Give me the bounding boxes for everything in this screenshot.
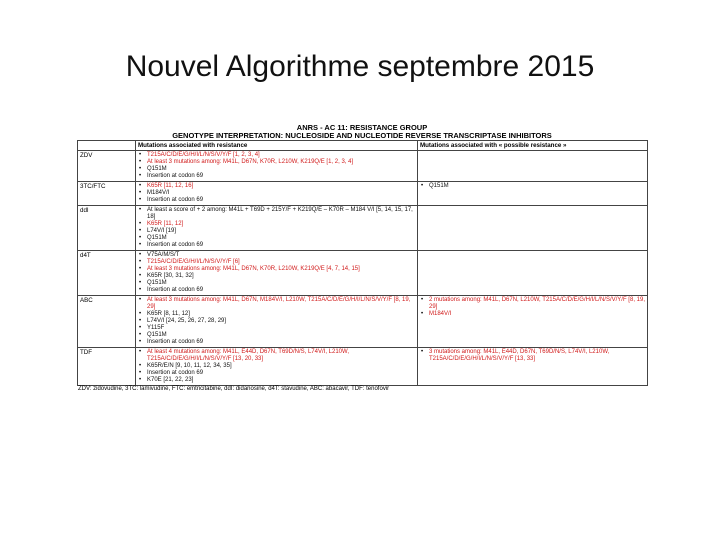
mutation-item: • T215A/C/D/E/G/H/I/L/N/S/V/Y/F [1, 2, 3, 4]	[138, 152, 415, 159]
mutation-item: • K65R [30, 31, 32]	[138, 273, 415, 280]
possible-resistance-cell	[418, 348, 648, 386]
table-row	[78, 348, 648, 386]
resistance-table	[77, 140, 648, 386]
mutation-item: • Q151M	[138, 166, 415, 173]
mutation-item: • 3 mutations among: M41L, E44D, D67N, T69D/N/S, L74V/I, L210W, T215A/C/D/E/G/H/I/L/N/S/V/Y/F [13, 33]	[420, 349, 645, 363]
drug-name: ddI	[78, 206, 136, 251]
mutation-item: • K65R/E/N [9, 10, 11, 12, 34, 35]	[138, 363, 415, 370]
table-row	[78, 206, 648, 251]
resistance-mutations-cell	[136, 348, 418, 386]
mutation-item: • K65R [11, 12, 16]	[138, 183, 415, 190]
mutation-item: • At least a score of + 2 among: M41L + T69D + 215Y/F + K219Q/E – K70R – M184 V/I [5, 14, 15, 17, 18]	[138, 207, 415, 221]
mutation-list	[138, 252, 415, 294]
mutation-item: • K70E [21, 22, 23]	[138, 377, 415, 384]
possible-resistance-cell	[418, 251, 648, 296]
mutation-item: • Insertion at codon 69	[138, 339, 415, 346]
mutation-item: • L74V/I [19]	[138, 228, 415, 235]
resistance-mutations-cell	[136, 206, 418, 251]
mutation-item: • Insertion at codon 69	[138, 173, 415, 180]
mutation-list	[138, 207, 415, 249]
mutation-item: • At least 3 mutations among: M41L, D67N, M184V/I, L210W, T215A/C/D/E/G/H/I/L/N/S/V/Y/F [8, 19, 29]	[138, 297, 415, 311]
drug-column-header	[78, 141, 136, 151]
mutation-list	[420, 183, 645, 190]
resistance-mutations-cell	[136, 296, 418, 348]
mutation-item: • V75A/M/S/T	[138, 252, 415, 259]
table-row	[78, 296, 648, 348]
resistance-column-header: Mutations associated with resistance	[136, 141, 418, 151]
table-body	[78, 151, 648, 386]
slide-title: Nouvel Algorithme septembre 2015	[125, 50, 595, 83]
mutation-item: • Insertion at codon 69	[138, 197, 415, 204]
table-row	[78, 251, 648, 296]
mutation-item: • At least 3 mutations among: M41L, D67N, K70R, L210W, K219Q/E [1, 2, 3, 4]	[138, 159, 415, 166]
drug-name: ABC	[78, 296, 136, 348]
mutation-item: • 2 mutations among: M41L, D67N, L210W, T215A/C/D/E/G/H/I/L/N/S/V/Y/F [8, 19, 29]	[420, 297, 645, 311]
drug-name: d4T	[78, 251, 136, 296]
mutation-item: • Q151M	[138, 235, 415, 242]
mutation-item: • Y115F	[138, 325, 415, 332]
possible-resistance-column-header: Mutations associated with « possible resistance »	[418, 141, 648, 151]
mutation-item: • Q151M	[138, 280, 415, 287]
table-row	[78, 182, 648, 206]
mutation-item: • M184V/I	[138, 190, 415, 197]
abbreviation-footnote: ZDV: zidovudine, 3TC: lamivudine, FTC: emtricitabine, ddI: didanosine, d4T: stavudine, ABC: abacavir, TDF: tenofovir	[78, 386, 390, 392]
mutation-item: • Q151M	[420, 183, 645, 190]
mutation-list	[138, 183, 415, 204]
document-header-title: GENOTYPE INTERPRETATION: NUCLEOSIDE AND NUCLEOTIDE REVERSE TRANSCRIPTASE INHIBITORS	[172, 131, 552, 140]
drug-name: TDF	[78, 348, 136, 386]
mutation-item: • M184V/I	[420, 311, 645, 318]
table-row	[78, 151, 648, 182]
mutation-item: • Q151M	[138, 332, 415, 339]
table-header-row	[78, 141, 648, 151]
mutation-item: • At least 3 mutations among: M41L, D67N, K70R, L210W, K219Q/E [4, 7, 14, 15]	[138, 266, 415, 273]
mutation-list	[138, 297, 415, 346]
mutation-list	[138, 349, 415, 384]
resistance-mutations-cell	[136, 251, 418, 296]
resistance-mutations-cell	[136, 182, 418, 206]
possible-resistance-cell	[418, 182, 648, 206]
mutation-list	[420, 297, 645, 318]
mutation-list	[420, 349, 645, 363]
drug-name: 3TC/FTC	[78, 182, 136, 206]
mutation-item: • At least 4 mutations among: M41L, E44D, D67N, T69D/N/S, L74V/I, L210W, T215A/C/D/E/G/H/I/L/N/S/V/Y/F [13, 20, 33]	[138, 349, 415, 363]
possible-resistance-cell	[418, 151, 648, 182]
mutation-list	[138, 152, 415, 180]
possible-resistance-cell	[418, 296, 648, 348]
mutation-item: • Insertion at codon 69	[138, 242, 415, 249]
possible-resistance-cell	[418, 206, 648, 251]
mutation-item: • L74V/I [24, 25, 26, 27, 28, 29]	[138, 318, 415, 325]
mutation-item: • T215A/C/D/E/G/H/I/L/N/S/V/Y/F [6]	[138, 259, 415, 266]
document-header-group: ANRS - AC 11: RESISTANCE GROUP	[296, 123, 428, 132]
mutation-item: • Insertion at codon 69	[138, 287, 415, 294]
resistance-mutations-cell	[136, 151, 418, 182]
mutation-item: • K65R [11, 12]	[138, 221, 415, 228]
resistance-document	[77, 124, 647, 393]
mutation-item: • K65R [8, 11, 12]	[138, 311, 415, 318]
drug-name: ZDV	[78, 151, 136, 182]
mutation-item: • Insertion at codon 69	[138, 370, 415, 377]
